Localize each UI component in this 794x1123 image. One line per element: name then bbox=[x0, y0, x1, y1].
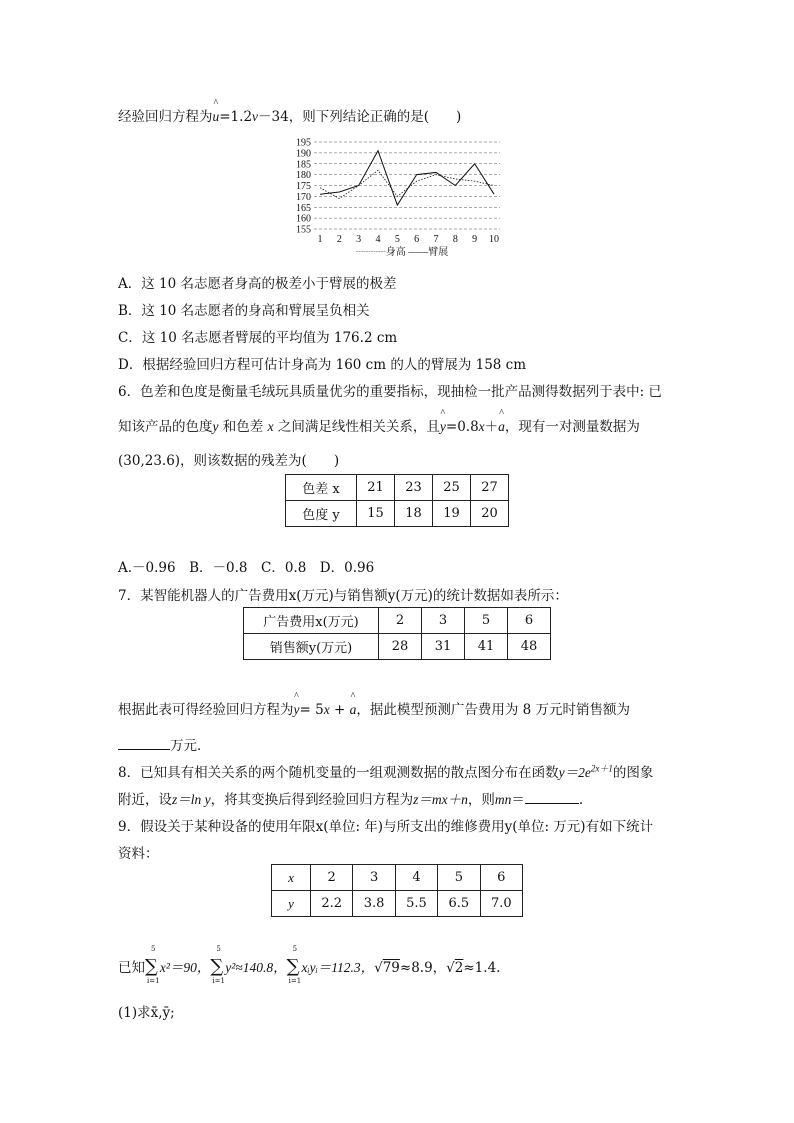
y-tick-label: 165 bbox=[296, 202, 311, 214]
table-cell: 5 bbox=[465, 608, 508, 634]
a-hat: ^ a bbox=[350, 702, 357, 718]
table-cell: 2 bbox=[379, 608, 422, 634]
table-cell: 6.5 bbox=[438, 891, 480, 917]
table-cell: 3 bbox=[353, 865, 395, 891]
q9-table bbox=[271, 864, 523, 917]
table-cell: 2.2 bbox=[311, 891, 353, 917]
table-row bbox=[244, 634, 551, 660]
q8-text-e: ，则 bbox=[467, 792, 495, 808]
q6-text-f: ，现有一对测量数据为 bbox=[504, 419, 640, 435]
q6-line3: (30,23.6)，则该数据的残差为( ) bbox=[118, 453, 340, 469]
table-header-cell: 色差 x bbox=[286, 475, 357, 501]
x-var: x bbox=[267, 419, 274, 434]
sum-upper: 5 bbox=[216, 945, 221, 953]
y-tick-label: 160 bbox=[296, 213, 311, 225]
table-cell: 6 bbox=[480, 865, 522, 891]
q8-regression: z＝mx＋n bbox=[413, 792, 468, 807]
q7-text-a: 根据此表可得经验回归方程为 bbox=[118, 702, 294, 718]
answer-blank[interactable] bbox=[118, 737, 170, 750]
q7-plus: + bbox=[329, 702, 350, 718]
table-cell: 23 bbox=[395, 475, 433, 501]
q7-line3 bbox=[118, 734, 211, 754]
q5-option-a: A．这 10 名志愿者身高的极差小于臂展的极差 bbox=[118, 276, 397, 292]
table-cell: 19 bbox=[433, 501, 471, 527]
u-hat: ^ u bbox=[213, 109, 220, 125]
table-header-cell: 销售额y(万元) bbox=[244, 634, 379, 660]
sum-lower: i=1 bbox=[147, 977, 160, 985]
x-var-2: x bbox=[478, 419, 485, 434]
q9-sum-y2: y²≈140.8， bbox=[225, 960, 287, 975]
y-tick-label: 170 bbox=[296, 191, 311, 203]
q6-line2 bbox=[118, 415, 640, 435]
x-tick-label: 1 bbox=[317, 234, 323, 245]
table-cell: 15 bbox=[357, 501, 395, 527]
q5-stem-text: 经验回归方程为 bbox=[118, 109, 213, 125]
sum-symbol: ∑ 5 i=1 bbox=[145, 945, 160, 985]
q5-option-d: D．根据经验回归方程可估计身高为 160 cm 的人的臂展为 158 cm bbox=[118, 357, 527, 373]
x-tick-label: 3 bbox=[356, 234, 362, 245]
table-cell: 27 bbox=[471, 475, 509, 501]
table-cell: 6 bbox=[508, 608, 551, 634]
q7-unit: 万元． bbox=[170, 738, 211, 754]
q5-option-c: C．这 10 名志愿者臂展的平均值为 176.2 cm bbox=[118, 330, 398, 346]
q9-line1: 9．假设关于某种设备的使用年限x(单位: 年)与所支出的维修费用y(单位: 万元)有如下统计 bbox=[118, 819, 654, 835]
table-header-cell: 色度 y bbox=[286, 501, 357, 527]
table-cell: 41 bbox=[465, 634, 508, 660]
q7-coef: = 5 bbox=[299, 702, 324, 718]
q5-stem-tail: －34，则下列结论正确的是( ) bbox=[258, 109, 462, 125]
x-tick-label: 6 bbox=[414, 234, 420, 245]
q8-text-c: 附近，设 bbox=[118, 792, 172, 808]
x-tick-label: 2 bbox=[336, 234, 342, 245]
x-tick-label: 7 bbox=[433, 234, 439, 245]
q7-text-d: ，据此模型预测广告费用为 8 万元时销售额为 bbox=[356, 702, 631, 718]
q8-period: . bbox=[578, 792, 584, 808]
q8-exponent: 2x＋1 bbox=[590, 763, 613, 774]
table-row bbox=[286, 475, 509, 501]
y-tick-label: 175 bbox=[296, 181, 311, 192]
q5-stem bbox=[118, 105, 461, 125]
v-var: v bbox=[252, 109, 259, 124]
q7-table bbox=[243, 607, 551, 660]
q6-text-b: 和色差 bbox=[218, 419, 268, 435]
q6-answers: A.－0.96 B．－0.8 C．0.8 D．0.96 bbox=[118, 560, 375, 576]
q8-substitution: z＝ln y bbox=[172, 792, 211, 807]
table-row bbox=[272, 865, 523, 891]
sum-upper: 5 bbox=[292, 945, 298, 953]
sqrt-symbol: √ bbox=[446, 960, 455, 976]
a-hat: ^ a bbox=[498, 419, 505, 435]
q9-approx-1: ≈8.9， bbox=[399, 960, 447, 976]
sum-lower: i=1 bbox=[212, 977, 225, 985]
q9-sum-xy: xᵢyᵢ＝112.3， bbox=[301, 960, 375, 975]
table-cell: 28 bbox=[379, 634, 422, 660]
table-cell: 4 bbox=[395, 865, 437, 891]
q9-line2: 资料： bbox=[118, 846, 159, 862]
q8-text-d: ，将其变换后得到经验回归方程为 bbox=[210, 792, 414, 808]
table-cell: 18 bbox=[395, 501, 433, 527]
x-tick-label: 5 bbox=[394, 234, 400, 245]
y-var: y bbox=[212, 419, 219, 434]
table-cell: 5 bbox=[438, 865, 480, 891]
y-tick-label: 190 bbox=[296, 148, 311, 160]
answer-blank[interactable] bbox=[525, 791, 579, 804]
q9-sum-x2: x²＝90， bbox=[159, 960, 211, 975]
table-cell: 25 bbox=[433, 475, 471, 501]
sqrt-79: 79 bbox=[382, 960, 400, 976]
q9-part1: (1)求x̄,ȳ; bbox=[118, 1005, 175, 1021]
table-cell: 20 bbox=[471, 501, 509, 527]
table-cell: 21 bbox=[357, 475, 395, 501]
sum-lower: i=1 bbox=[288, 977, 302, 985]
chart-legend: ┈┈┈身高 ——臂展 bbox=[355, 247, 449, 258]
q7-line1: 7．某智能机器人的广告费用x(万元)与销售额y(万元)的统计数据如表所示： bbox=[118, 588, 568, 604]
q6-line1: 6．色差和色度是衡量毛绒玩具质量优劣的重要指标，现抽检一批产品测得数据列于表中: 已 bbox=[118, 384, 662, 400]
table-cell: 5.5 bbox=[395, 891, 437, 917]
q8-line2 bbox=[118, 788, 583, 808]
table-cell: 3.8 bbox=[353, 891, 395, 917]
table-cell: 7.0 bbox=[480, 891, 522, 917]
table-header-cell: y bbox=[272, 891, 311, 917]
q8-function: y＝2e bbox=[558, 765, 591, 780]
q6-text-c: 之间满足线性相关关系，且 bbox=[273, 419, 440, 435]
sqrt-symbol: √ bbox=[374, 960, 383, 976]
sqrt-2: 2 bbox=[454, 960, 464, 976]
table-cell: 31 bbox=[422, 634, 465, 660]
y-tick-label: 155 bbox=[296, 224, 311, 236]
y-tick-label: 195 bbox=[296, 137, 311, 149]
table-cell: 2 bbox=[311, 865, 353, 891]
y-hat: ^ y bbox=[440, 419, 446, 435]
x-tick-label: 8 bbox=[452, 234, 458, 245]
q7-line2 bbox=[118, 698, 630, 718]
q8-line1 bbox=[118, 761, 653, 781]
x-tick-label: 10 bbox=[489, 234, 499, 245]
x-tick-label: 9 bbox=[472, 234, 478, 245]
q8-text-a: 8．已知具有相关关系的两个随机变量的一组观测数据的散点图分布在函数 bbox=[118, 765, 559, 781]
q8-mn: mn bbox=[494, 792, 512, 807]
x-tick-label: 4 bbox=[375, 234, 381, 245]
sum-upper: 5 bbox=[151, 945, 156, 953]
q6-plus: ＋ bbox=[484, 419, 499, 435]
table-header-cell: 广告费用x(万元) bbox=[244, 608, 379, 634]
q6-text-a: 知该产品的色度 bbox=[118, 419, 213, 435]
table-row bbox=[286, 501, 509, 527]
q9-known-text: 已知 bbox=[118, 960, 145, 976]
table-header-cell: x bbox=[272, 865, 311, 891]
q8-equals: ＝ bbox=[511, 792, 525, 808]
y-tick-label: 180 bbox=[296, 170, 311, 182]
q9-known bbox=[118, 945, 501, 985]
q5-option-b: B．这 10 名志愿者的身高和臂展呈负相关 bbox=[118, 303, 370, 319]
q8-text-b: 的图象 bbox=[612, 765, 654, 781]
series-line-armspan bbox=[320, 151, 494, 205]
table-row bbox=[272, 891, 523, 917]
table-cell: 3 bbox=[422, 608, 465, 634]
x-var: x bbox=[323, 702, 330, 717]
table-row bbox=[244, 608, 551, 634]
sum-symbol: ∑ 5 i=1 bbox=[210, 945, 225, 985]
q6-table bbox=[285, 474, 509, 527]
q5-coef: =1.2 bbox=[219, 109, 253, 125]
q6-coef: =0.8 bbox=[445, 419, 479, 435]
y-tick-label: 185 bbox=[296, 159, 311, 171]
sum-symbol: ∑ 5 i=1 bbox=[286, 945, 302, 985]
height-armspan-chart bbox=[278, 134, 508, 262]
table-cell: 48 bbox=[508, 634, 551, 660]
y-hat: ^ y bbox=[294, 702, 300, 718]
q9-approx-2: ≈1.4. bbox=[463, 960, 501, 976]
